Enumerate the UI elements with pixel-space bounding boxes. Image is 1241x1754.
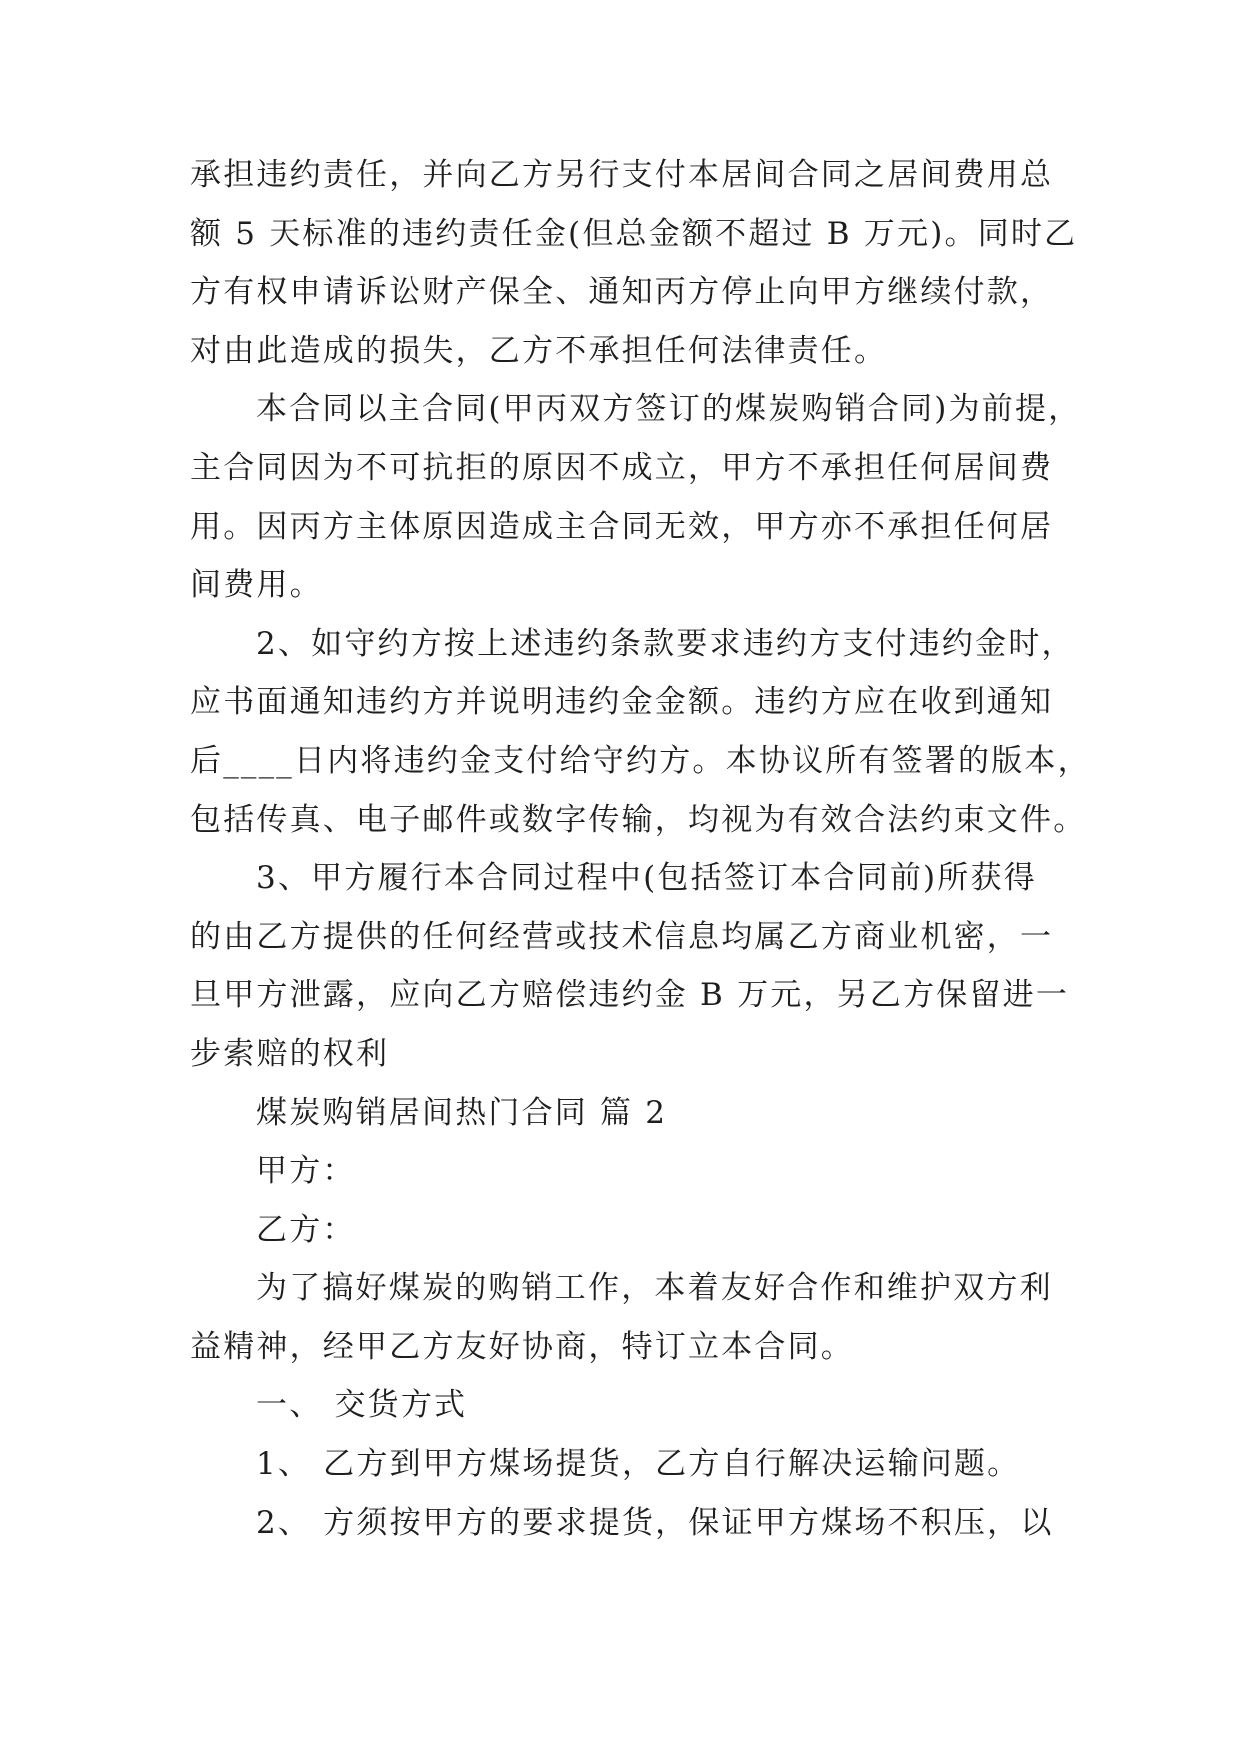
text-line: 一、 交货方式	[256, 1387, 468, 1424]
clause-item	[190, 1435, 1052, 1494]
text-line: 乙方：	[256, 1211, 356, 1248]
paragraph	[190, 615, 1091, 849]
text-line: 应书面通知违约方并说明违约金金额。违约方应在收到通知	[190, 684, 1054, 721]
text-line: 方有权申请诉讼财产保全、通知丙方停止向甲方继续付款，	[190, 274, 1054, 311]
text-line: 包括传真、电子邮件或数字传输，均视为有效合法约束文件。	[190, 801, 1087, 838]
text-line: 益精神，经甲乙方友好协商，特订立本合同。	[190, 1328, 854, 1365]
text-line: 主合同因为不可抗拒的原因不成立，甲方不承担任何居间费	[190, 449, 1054, 486]
text-line: 本合同以主合同(甲丙双方签订的煤炭购销合同)为前提，	[256, 391, 1082, 428]
text-line: 2、如守约方按上述违约条款要求违约方支付违约金时，	[256, 625, 1075, 662]
text-line: 额 5 天标准的违约责任金(但总金额不超过 B 万元)。同时乙	[190, 215, 1078, 252]
text-line: 步索赔的权利	[190, 1035, 390, 1072]
text-line: 间费用。	[190, 567, 323, 604]
party-a-label	[190, 1142, 1052, 1201]
text-line: 旦甲方泄露，应向乙方赔偿违约金 B 万元，另乙方保留进一	[190, 977, 1070, 1014]
text-line: 承担违约责任，并向乙方另行支付本居间合同之居间费用总	[190, 157, 1054, 193]
text-line: 为了搞好煤炭的购销工作，本着友好合作和维护双方利	[256, 1270, 1053, 1307]
text-line: 3、甲方履行本合同过程中(包括签订本合同前)所获得	[256, 860, 1037, 897]
text-line: 用。因丙方主体原因造成主合同无效，甲方亦不承担任何居	[190, 508, 1054, 545]
paragraph	[190, 849, 1070, 1083]
party-b-label	[190, 1201, 1052, 1260]
text-line: 煤炭购销居间热门合同 篇 2	[256, 1094, 668, 1131]
text-line: 后____日内将违约金支付给守约方。本协议所有签署的版本，	[190, 742, 1091, 779]
clause-item	[190, 1494, 1052, 1553]
clause-heading	[190, 1376, 1052, 1435]
paragraph	[190, 380, 1082, 614]
paragraph	[190, 146, 1078, 380]
document-body	[190, 146, 1091, 1552]
text-line: 的由乙方提供的任何经营或技术信息均属乙方商业机密，一	[190, 918, 1054, 955]
text-line: 对由此造成的损失，乙方不承担任何法律责任。	[190, 332, 888, 369]
text-line: 2、 方须按甲方的要求提货，保证甲方煤场不积压，以	[256, 1504, 1054, 1541]
text-line: 1、 乙方到甲方煤场提货，乙方自行解决运输问题。	[256, 1446, 1021, 1483]
section-heading	[190, 1084, 1052, 1143]
paragraph	[190, 1259, 1052, 1376]
text-line: 甲方：	[256, 1153, 356, 1190]
